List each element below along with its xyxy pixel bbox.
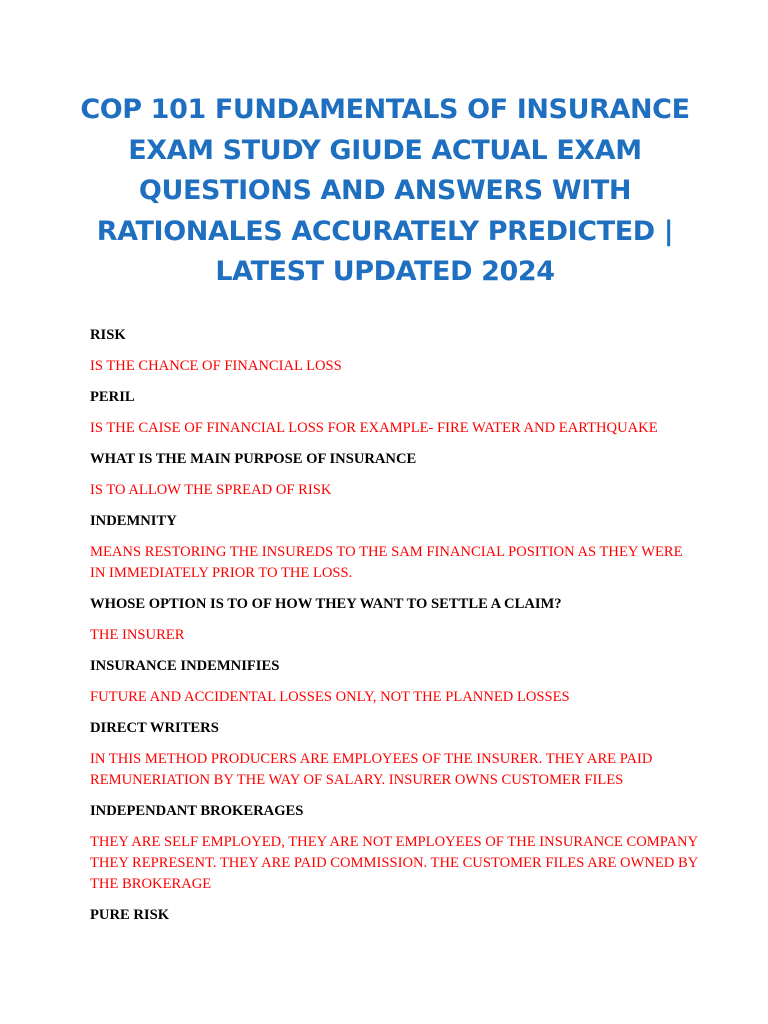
question-text: RISK <box>90 327 126 343</box>
question-text: INDEMNITY <box>90 513 177 529</box>
answer-text: IN THIS METHOD PRODUCERS ARE EMPLOYEES OF THE INSURER. THEY ARE PAID REMUNERIATION BY THE WAY OF SALARY. INSURER OWNS CUSTOMER FILES <box>90 751 653 788</box>
question-text: INDEPENDANT BROKERAGES <box>90 803 304 819</box>
question-text: WHAT IS THE MAIN PURPOSE OF INSURANCE <box>90 451 417 467</box>
question-text: PURE RISK <box>90 907 170 923</box>
answer-text: THEY ARE SELF EMPLOYED, THEY ARE NOT EMPLOYEES OF THE INSURANCE COMPANY THEY REPRESENT. THEY ARE PAID COMMISSION. THE CUSTOMER FILES ARE OWNED BY THE BROKERAGE <box>90 834 698 892</box>
question-text: PERIL <box>90 389 135 405</box>
question-text: INSURANCE INDEMNIFIES <box>90 658 280 674</box>
answer-text: THE INSURER <box>90 627 185 643</box>
answer-text: IS TO ALLOW THE SPREAD OF RISK <box>90 482 332 498</box>
answer-text: FUTURE AND ACCIDENTAL LOSSES ONLY, NOT THE PLANNED LOSSES <box>90 689 570 705</box>
document-title: COP 101 FUNDAMENTALS OF INSURANCE EXAM STUDY GIUDE ACTUAL EXAM QUESTIONS AND ANSWERS WITH RATIONALES ACCURATELY PREDICTED | LATEST UPDATED 2024 <box>80 94 690 287</box>
answer-text: IS THE CHANCE OF FINANCIAL LOSS <box>90 358 342 374</box>
answer-text: IS THE CAISE OF FINANCIAL LOSS FOR EXAMPLE- FIRE WATER AND EARTHQUAKE <box>90 420 658 436</box>
question-text: WHOSE OPTION IS TO OF HOW THEY WANT TO SETTLE A CLAIM? <box>90 596 562 612</box>
answer-text: MEANS RESTORING THE INSUREDS TO THE SAM FINANCIAL POSITION AS THEY WERE IN IMMEDIATELY PRIOR TO THE LOSS. <box>90 544 683 581</box>
qa-list <box>90 325 700 936</box>
question-text: DIRECT WRITERS <box>90 720 219 736</box>
